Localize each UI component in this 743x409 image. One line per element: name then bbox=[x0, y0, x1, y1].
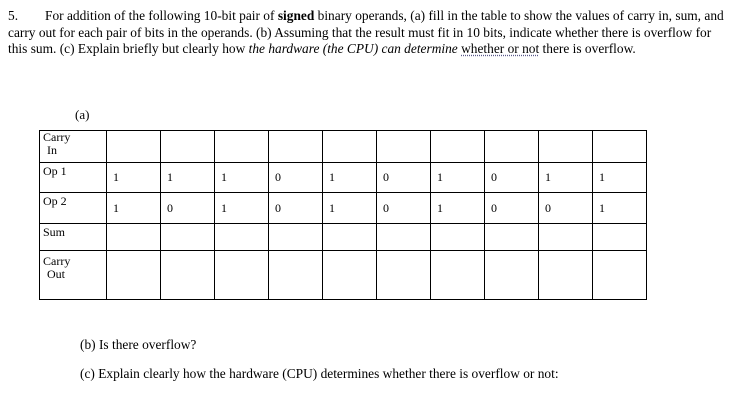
bit-cell[interactable]: 1 bbox=[107, 193, 161, 224]
bit-cell[interactable] bbox=[485, 251, 539, 300]
question-text-part-2: binary operands, (a) fill in the table to show the values of carry in, sum, and carry out for each pair of bits in the operands. (b) Assuming that the result must fit in 10 bits, indicate whether there is overflow for this sum. (c) Explain briefly but clearly how bbox=[8, 8, 724, 56]
bit-cell[interactable] bbox=[323, 131, 377, 163]
question-text-bold: signed bbox=[277, 8, 315, 23]
row-label bbox=[40, 251, 107, 300]
bit-cell[interactable]: 0 bbox=[161, 193, 215, 224]
bit-cell[interactable] bbox=[377, 131, 431, 163]
row-label-line-1: Op 1 bbox=[43, 164, 67, 178]
row-label bbox=[40, 163, 107, 193]
bit-cell[interactable] bbox=[377, 251, 431, 300]
bit-cell[interactable]: 0 bbox=[485, 163, 539, 193]
bit-cell[interactable] bbox=[107, 131, 161, 163]
bit-cell[interactable]: 1 bbox=[431, 163, 485, 193]
row-label-line-1: Carry bbox=[43, 254, 71, 268]
bit-cell[interactable]: 1 bbox=[161, 163, 215, 193]
bit-cell[interactable] bbox=[269, 251, 323, 300]
row-label-line-2: In bbox=[47, 143, 57, 157]
part-c-question: (c) Explain clearly how the hardware (CPU) determines whether there is overflow or not: bbox=[80, 366, 559, 381]
bit-cell[interactable]: 1 bbox=[215, 163, 269, 193]
part-a-label: (a) bbox=[75, 107, 90, 122]
bit-cell[interactable]: 1 bbox=[215, 193, 269, 224]
bit-cell[interactable] bbox=[107, 251, 161, 300]
bit-cell[interactable] bbox=[107, 224, 161, 251]
row-label-line-1: Sum bbox=[43, 225, 66, 239]
row-label bbox=[40, 193, 107, 224]
bit-cell[interactable]: 1 bbox=[107, 163, 161, 193]
row-label bbox=[40, 224, 107, 251]
question-text-part-1: For addition of the following 10-bit pair of bbox=[45, 8, 278, 23]
bit-cell[interactable] bbox=[377, 224, 431, 251]
row-label-line-2: Out bbox=[47, 267, 65, 281]
bit-cell[interactable] bbox=[269, 131, 323, 163]
question-text-italic: the hardware (the CPU) can determine bbox=[248, 41, 458, 56]
op1-row bbox=[40, 163, 647, 193]
question-text-spellcheck-underline: whether or not bbox=[461, 41, 540, 56]
bit-cell[interactable] bbox=[593, 131, 647, 163]
sum-row bbox=[40, 224, 647, 251]
bit-cell[interactable]: 1 bbox=[323, 193, 377, 224]
bit-cell[interactable]: 1 bbox=[539, 163, 593, 193]
bit-cell[interactable] bbox=[323, 251, 377, 300]
carry-in-row bbox=[40, 131, 647, 163]
row-label bbox=[40, 131, 107, 163]
bit-cell[interactable] bbox=[215, 224, 269, 251]
bit-cell[interactable]: 0 bbox=[377, 163, 431, 193]
bit-cell[interactable] bbox=[593, 224, 647, 251]
bit-table bbox=[39, 130, 647, 300]
bit-cell[interactable]: 0 bbox=[539, 193, 593, 224]
part-b-question: (b) Is there overflow? bbox=[80, 337, 197, 352]
bit-cell[interactable]: 1 bbox=[593, 193, 647, 224]
bit-cell[interactable]: 0 bbox=[269, 163, 323, 193]
bit-cell[interactable] bbox=[323, 224, 377, 251]
bit-cell[interactable]: 0 bbox=[269, 193, 323, 224]
bit-cell[interactable] bbox=[539, 224, 593, 251]
bit-cell[interactable] bbox=[161, 131, 215, 163]
bit-cell[interactable] bbox=[269, 224, 323, 251]
op2-row bbox=[40, 193, 647, 224]
question-text bbox=[8, 8, 728, 58]
bit-cell[interactable]: 1 bbox=[323, 163, 377, 193]
bit-cell[interactable] bbox=[215, 251, 269, 300]
question-number: 5. bbox=[8, 8, 19, 23]
bit-cell[interactable]: 1 bbox=[431, 193, 485, 224]
bit-cell[interactable] bbox=[161, 224, 215, 251]
bit-cell[interactable] bbox=[431, 224, 485, 251]
bit-cell[interactable] bbox=[485, 131, 539, 163]
bit-cell[interactable]: 1 bbox=[593, 163, 647, 193]
bit-cell[interactable] bbox=[539, 131, 593, 163]
question-text-part-4: there is overflow. bbox=[539, 41, 636, 56]
bit-cell[interactable] bbox=[593, 251, 647, 300]
bit-cell[interactable] bbox=[485, 224, 539, 251]
bit-cell[interactable] bbox=[215, 131, 269, 163]
bit-cell[interactable] bbox=[431, 251, 485, 300]
row-label-line-1: Carry bbox=[43, 130, 71, 144]
row-label-line-1: Op 2 bbox=[43, 194, 67, 208]
bit-cell[interactable] bbox=[161, 251, 215, 300]
carry-out-row bbox=[40, 251, 647, 300]
bit-cell[interactable] bbox=[539, 251, 593, 300]
bit-cell[interactable]: 0 bbox=[485, 193, 539, 224]
bit-cell[interactable]: 0 bbox=[377, 193, 431, 224]
bit-cell[interactable] bbox=[431, 131, 485, 163]
